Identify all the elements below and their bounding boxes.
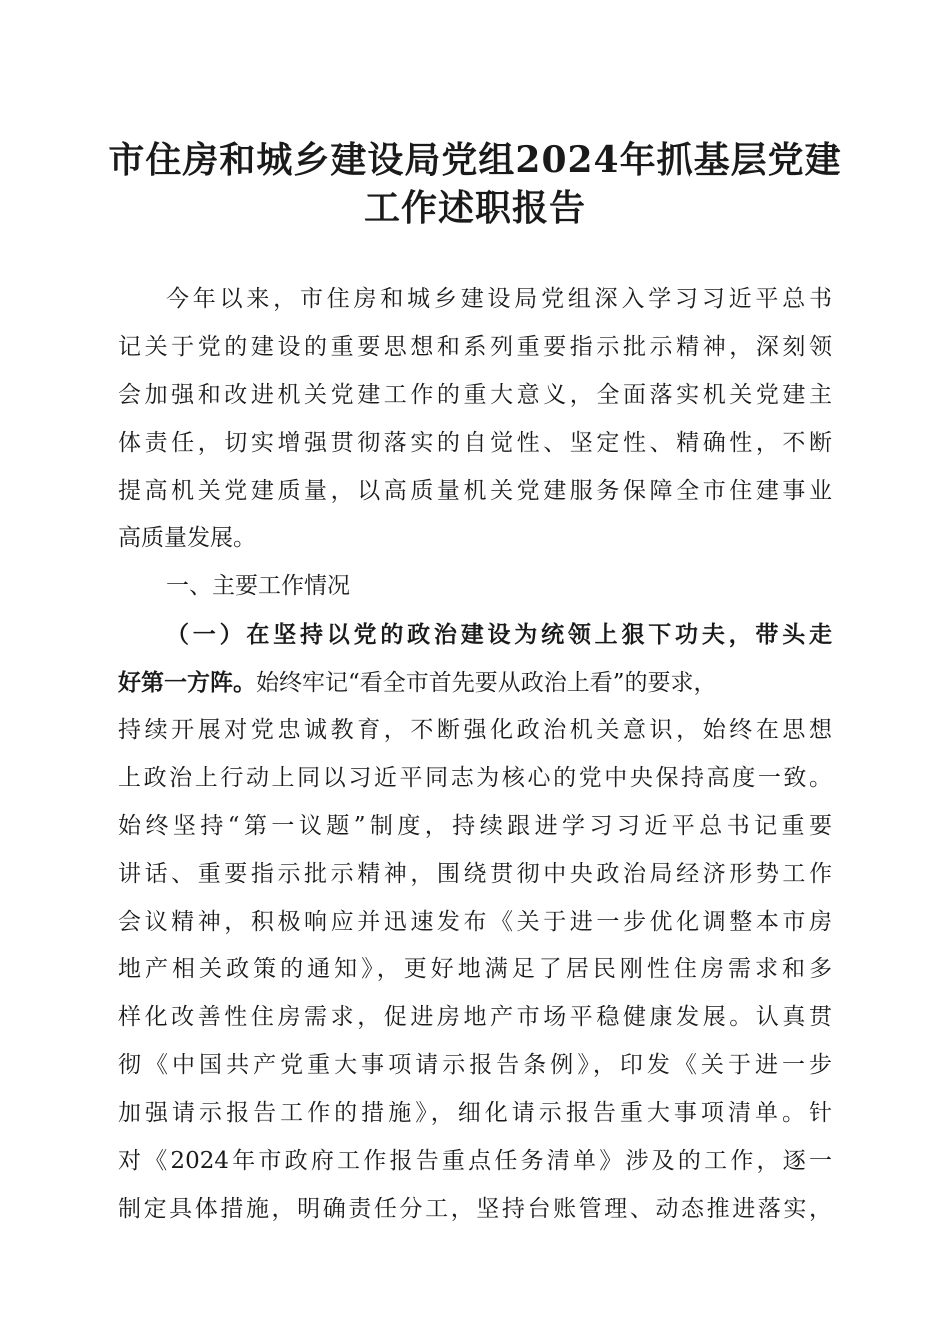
paragraph-line [118, 659, 832, 707]
paragraph-line: 会加强和改进机关党建工作的重大意义，全面落实机关党建主 [118, 381, 832, 408]
intro-paragraph [118, 276, 832, 563]
subsection-heading-end: 好第一方阵。 [118, 669, 256, 697]
paragraph-line: 今年以来，市住房和城乡建设局党组深入学习习近平总书 [166, 286, 832, 312]
paragraph-line: 始终坚持“第一议题”制度，持续跟进学习习近平总书记重要 [118, 812, 832, 839]
paragraph-line: 样化改善性住房需求，促进房地产市场平稳健康发展。认真贯 [118, 1004, 832, 1031]
paragraph-line: 加强请示报告工作的措施》，细化请示报告重大事项清单。针 [118, 1100, 832, 1127]
paragraph-line: 持续开展对党忠诚教育，不断强化政治机关意识，始终在思想 [118, 717, 832, 744]
paragraph-line: 彻《中国共产党重大事项请示报告条例》，印发《关于进一步 [118, 1052, 832, 1079]
paragraph-line: 讲话、重要指示批示精神，围绕贯彻中央政治局经济形势工作 [118, 860, 832, 887]
paragraph-line: 地产相关政策的通知》，更好地满足了居民刚性住房需求和多 [118, 956, 832, 983]
paragraph-line: 高质量发展。 [118, 525, 256, 552]
paragraph-line: 制定具体措施，明确责任分工，坚持台账管理、动态推进落实， [118, 1195, 832, 1222]
paragraph-line: 会议精神，积极响应并迅速发布《关于进一步优化调整本市房 [118, 908, 832, 935]
paragraph-line-text: 始终牢记“看全市首先要从政治上看”的要求， [256, 670, 717, 697]
paragraph-line: 记关于党的建设的重要思想和系列重要指示批示精神，深刻领 [118, 333, 832, 360]
subsection-heading: （一）在坚持以党的政治建设为统领上狠下功夫，带头走 [166, 621, 832, 649]
paragraph-line: 上政治上行动上同以习近平同志为核心的党中央保持高度一致。 [118, 764, 832, 791]
title-line-1: 市住房和城乡建设局党组2024年抓基层党建 [108, 139, 842, 181]
document-title [100, 136, 850, 232]
paragraph-line: 对《2024年市政府工作报告重点任务清单》涉及的工作，逐一 [118, 1148, 832, 1175]
document-body [118, 276, 832, 1234]
section-heading: 一、主要工作情况 [166, 573, 350, 600]
paragraph-line: 提高机关党建质量，以高质量机关党建服务保障全市住建事业 [118, 477, 832, 504]
paragraph-line: 体责任，切实增强贯彻落实的自觉性、坚定性、精确性，不断 [118, 429, 832, 456]
subsection-paragraph [118, 611, 832, 1234]
title-line-2: 工作述职报告 [363, 187, 586, 229]
